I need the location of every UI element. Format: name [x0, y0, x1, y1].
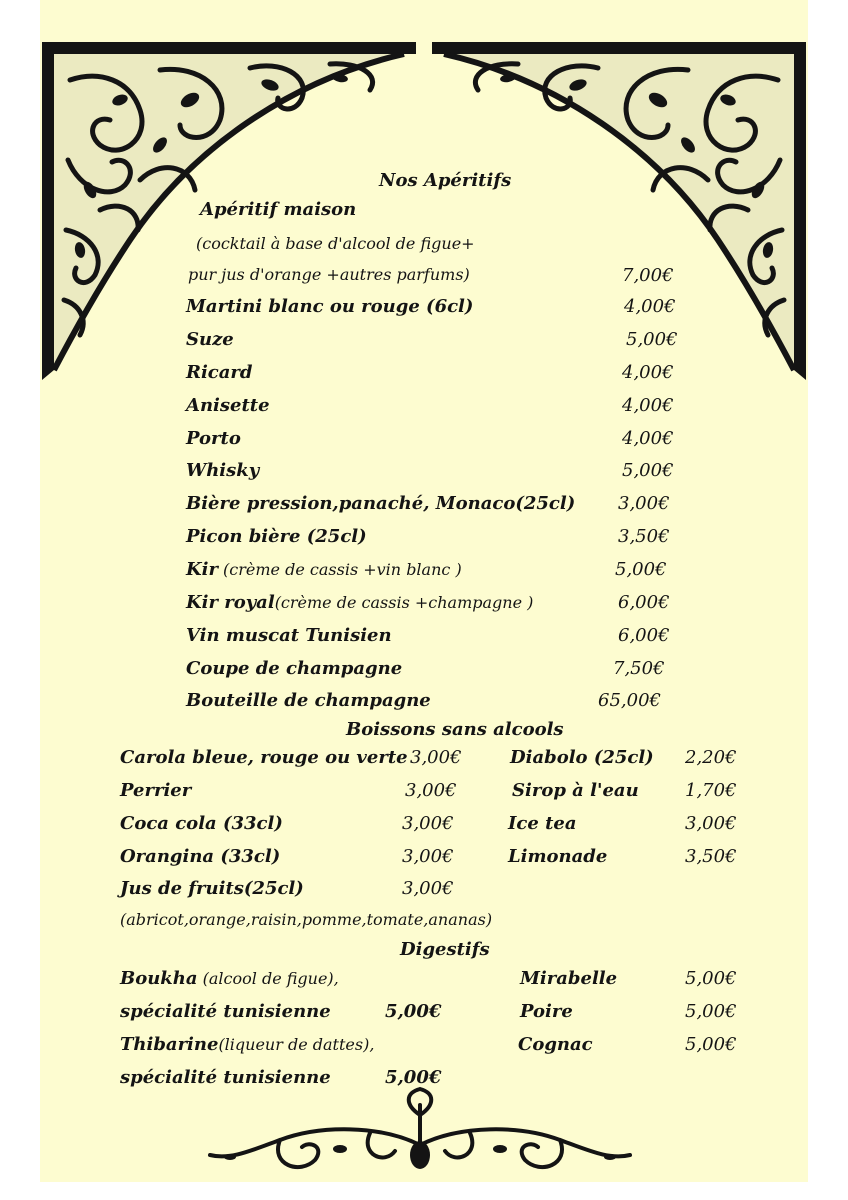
table-cell-price: 3,00€	[685, 813, 737, 834]
list-item-name: Martini blanc ou rouge (6cl)	[186, 296, 474, 317]
list-item	[186, 495, 575, 513]
price-boukha: 5,00€	[385, 1001, 442, 1022]
table-cell-price: 3,00€	[405, 780, 457, 801]
list-item-price: 65,00€	[598, 690, 661, 711]
item-thibarine-line2: spécialité tunisienne	[120, 1067, 331, 1088]
list-item-name: Bière pression,panaché, Monaco(25cl)	[186, 493, 576, 514]
table-row: Orangina (33cl)	[120, 846, 281, 867]
item-thibarine-detail: (liqueur de dattes),	[218, 1035, 375, 1054]
floral-corner-right-icon	[430, 40, 808, 383]
list-item-name: Picon bière (25cl)	[186, 526, 367, 547]
list-item-price: 3,50€	[618, 526, 670, 547]
table-cell-price: 3,00€	[402, 846, 454, 867]
list-item-name: Vin muscat Tunisien	[186, 625, 392, 646]
list-item	[186, 331, 234, 349]
list-item-name: Porto	[186, 428, 241, 449]
table-row: Limonade	[508, 846, 608, 867]
table-cell-price: 2,20€	[685, 747, 737, 768]
list-item-detail: (crème de cassis +vin blanc )	[217, 560, 462, 579]
table-row: Sirop à l'eau	[512, 780, 639, 801]
list-item-price: 6,00€	[618, 625, 670, 646]
list-item	[186, 364, 253, 382]
list-item-price: 5,00€	[626, 329, 678, 350]
list-item-name: Kir	[186, 559, 218, 580]
list-item	[186, 561, 462, 579]
menu-page	[40, 0, 808, 1182]
item-thibarine-name: Thibarine	[120, 1034, 219, 1055]
table-row: Diabolo (25cl)	[510, 747, 654, 768]
item-aperitif-maison-desc-2: pur jus d'orange +autres parfums)	[188, 265, 470, 284]
list-item	[186, 660, 402, 678]
list-item	[186, 397, 270, 415]
list-item-price: 3,00€	[618, 493, 670, 514]
table-cell-price: 1,70€	[685, 780, 737, 801]
table-row: Perrier	[120, 780, 192, 801]
item-boukha-name: Boukha	[120, 968, 198, 989]
list-item	[186, 627, 392, 645]
list-item-price: 4,00€	[622, 362, 674, 383]
table-cell-price: 3,50€	[685, 846, 737, 867]
list-item	[186, 528, 367, 546]
list-item-price: 5,00€	[685, 968, 737, 989]
section-title-digestifs: Digestifs	[400, 939, 490, 960]
list-item-name: Coupe de champagne	[186, 658, 403, 679]
list-item: Poire	[520, 1001, 573, 1022]
list-item-detail: (crème de cassis +champagne )	[274, 593, 534, 612]
list-item-price: 4,00€	[624, 296, 676, 317]
item-boukha-line2: spécialité tunisienne	[120, 1001, 331, 1022]
list-item-name: Kir royal	[186, 592, 275, 613]
list-item	[186, 594, 533, 612]
table-row: Coca cola (33cl)	[120, 813, 283, 834]
flourish-divider-icon	[170, 1085, 670, 1180]
table-cell-price: 3,00€	[402, 878, 454, 899]
section-title-aperitifs: Nos Apéritifs	[379, 170, 512, 191]
item-boukha-detail: (alcool de figue),	[197, 969, 339, 988]
list-item-price: 4,00€	[622, 428, 674, 449]
item-aperitif-maison-desc-1: (cocktail à base d'alcool de figue+	[196, 234, 475, 253]
section-title-soft-drinks: Boissons sans alcools	[346, 719, 564, 740]
list-item-name: Whisky	[186, 460, 260, 481]
list-item	[186, 462, 259, 480]
list-item	[186, 298, 473, 316]
list-item-name: Bouteille de champagne	[186, 690, 431, 711]
table-row: Carola bleue, rouge ou verte	[120, 747, 408, 768]
price-thibarine: 5,00€	[385, 1067, 442, 1088]
table-row: Ice tea	[508, 813, 577, 834]
list-item-price: 7,50€	[613, 658, 665, 679]
list-item-name: Ricard	[186, 362, 253, 383]
list-item-price: 5,00€	[622, 460, 674, 481]
price-aperitif-maison: 7,00€	[622, 265, 674, 286]
list-item: Mirabelle	[520, 968, 618, 989]
list-item	[186, 430, 241, 448]
list-item: Cognac	[518, 1034, 593, 1055]
item-thibarine	[120, 1036, 374, 1054]
list-item-price: 5,00€	[685, 1001, 737, 1022]
list-item-name: Anisette	[186, 395, 270, 416]
table-row: Jus de fruits(25cl)	[120, 878, 304, 899]
list-item	[186, 692, 431, 710]
juice-flavours-note: (abricot,orange,raisin,pomme,tomate,ananas)	[120, 910, 493, 929]
item-aperitif-maison: Apéritif maison	[200, 199, 357, 220]
table-cell-price: 3,00€	[410, 747, 462, 768]
list-item-price: 4,00€	[622, 395, 674, 416]
item-boukha	[120, 970, 339, 988]
table-cell-price: 3,00€	[402, 813, 454, 834]
list-item-price: 5,00€	[685, 1034, 737, 1055]
list-item-price: 5,00€	[615, 559, 667, 580]
list-item-name: Suze	[186, 329, 234, 350]
list-item-price: 6,00€	[618, 592, 670, 613]
